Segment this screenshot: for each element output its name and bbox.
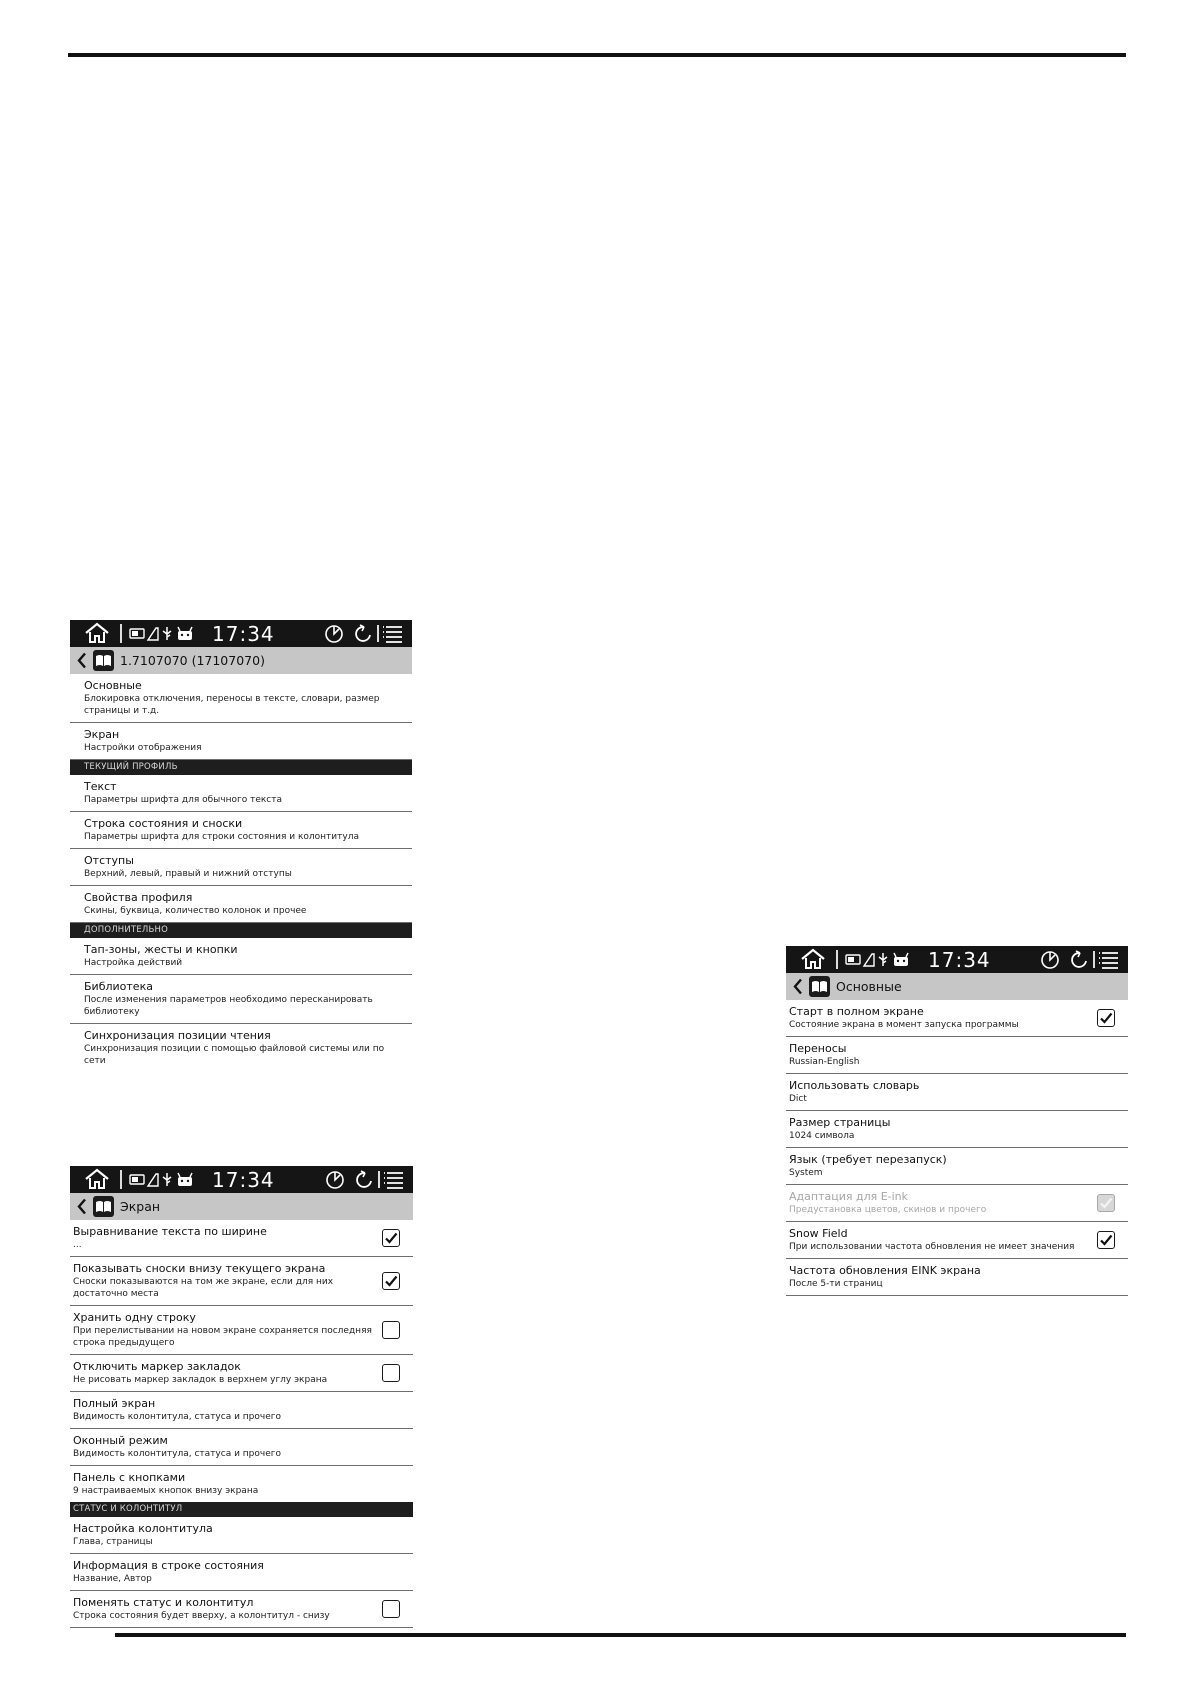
general-settings-screen (786, 946, 1128, 1291)
screen-settings-screen (70, 1166, 413, 1624)
status-separator (120, 624, 122, 643)
section-header-status: СТАТУС И КОЛОНТИТУЛ (70, 1502, 413, 1517)
settings-list (70, 1220, 413, 1628)
status-bar (70, 1166, 413, 1193)
notification-icons (845, 951, 913, 968)
screen-title: 1.7107070 (17107070) (120, 653, 265, 668)
back-icon[interactable] (77, 1198, 87, 1215)
checkbox-checked[interactable] (382, 1229, 400, 1247)
notification-icons (129, 1171, 197, 1188)
checkbox-checked[interactable] (1097, 1009, 1115, 1027)
section-header-extra: ДОПОЛНИТЕЛЬНО (70, 923, 412, 938)
back-icon[interactable] (793, 978, 803, 995)
setting-snow-field[interactable]: Snow Field При использовании частота обновления не имеет значения (786, 1222, 1128, 1259)
setting-eink-refresh[interactable]: Частота обновления EINK экрана После 5-ти страниц (786, 1259, 1128, 1296)
setting-library[interactable]: Библиотека После изменения параметров необходимо пересканировать библиотеку (70, 975, 412, 1024)
checkmark-icon (1099, 1011, 1113, 1025)
home-icon[interactable] (84, 622, 110, 644)
setting-button-panel[interactable]: Панель с кнопками 9 настраиваемых кнопок внизу экрана (73, 1471, 259, 1496)
status-bar (786, 946, 1128, 973)
book-app-icon (93, 650, 114, 671)
checkbox-checked[interactable] (1097, 1231, 1115, 1249)
checkmark-icon (1099, 1196, 1113, 1210)
setting-window-mode[interactable]: Оконный режим Видимость колонтитула, статуса и прочего (70, 1429, 413, 1466)
checkbox-checked[interactable] (382, 1272, 400, 1290)
home-icon[interactable] (84, 1168, 110, 1190)
setting-swap-status[interactable]: Поменять статус и колонтитул Строка состояния будет вверху, а колонтитул - снизу (70, 1591, 413, 1628)
setting-fullscreen[interactable]: Полный экран Видимость колонтитула, статуса и прочего (70, 1392, 413, 1429)
setting-sync[interactable]: Синхронизация позиции чтения Синхронизация позиции с помощью файловой системы или по сети (84, 1029, 385, 1066)
setting-keep-line[interactable]: Хранить одну строку При перелистывании на новом экране сохраняется последняя строка предыдущего (70, 1306, 413, 1355)
setting-footnotes[interactable]: Показывать сноски внизу текущего экрана Сноски показываются на том же экране, если для них достаточно места (70, 1257, 413, 1306)
home-icon[interactable] (800, 948, 826, 970)
status-separator (836, 950, 838, 969)
clock: 17:34 (212, 622, 275, 646)
setting-screen[interactable]: Экран Настройки отображения (70, 723, 412, 760)
checkmark-icon (384, 1231, 398, 1245)
setting-eink-adaptation: Адаптация для E-ink Предустановка цветов, скинов и прочего (786, 1185, 1128, 1222)
page-top-rule (68, 53, 1126, 57)
checkmark-icon (1099, 1233, 1113, 1247)
setting-dictionary[interactable]: Использовать словарь Dict (786, 1074, 1128, 1111)
notification-icons (129, 625, 197, 642)
setting-text[interactable]: Текст Параметры шрифта для обычного текста (70, 775, 412, 812)
setting-bookmark-marker[interactable]: Отключить маркер закладок Не рисовать маркер закладок в верхнем углу экрана (70, 1355, 413, 1392)
page-bottom-rule (115, 1633, 1126, 1637)
book-app-icon (809, 976, 830, 997)
status-actions (1040, 949, 1120, 970)
setting-start-fullscreen[interactable]: Старт в полном экране Состояние экрана в момент запуска программы (786, 1000, 1128, 1037)
status-separator (120, 1170, 122, 1189)
main-settings-screen (70, 620, 412, 1068)
setting-hyphenation[interactable]: Переносы Russian-English (786, 1037, 1128, 1074)
status-bar (70, 620, 412, 647)
setting-tapzones[interactable]: Тап-зоны, жесты и кнопки Настройка действий (70, 938, 412, 975)
title-bar (70, 1193, 413, 1220)
checkmark-icon (384, 1274, 398, 1288)
checkbox-unchecked[interactable] (382, 1321, 400, 1339)
settings-list (70, 674, 412, 1072)
setting-language[interactable]: Язык (требует перезапуск) System (786, 1148, 1128, 1185)
clock: 17:34 (928, 948, 991, 972)
title-bar (70, 647, 412, 674)
setting-statusline[interactable]: Строка состояния и сноски Параметры шрифта для строки состояния и колонтитула (70, 812, 412, 849)
setting-margins[interactable]: Отступы Верхний, левый, правый и нижний отступы (70, 849, 412, 886)
book-app-icon (93, 1196, 114, 1217)
back-icon[interactable] (77, 652, 87, 669)
status-actions (324, 623, 404, 644)
setting-status-info[interactable]: Информация в строке состояния Название, Автор (70, 1554, 413, 1591)
checkbox-unchecked[interactable] (382, 1600, 400, 1618)
setting-page-size[interactable]: Размер страницы 1024 символа (786, 1111, 1128, 1148)
checkbox-unchecked[interactable] (382, 1364, 400, 1382)
screen-title: Основные (836, 979, 902, 994)
setting-profile-properties[interactable]: Свойства профиля Скины, буквица, количество колонок и прочее (70, 886, 412, 923)
checkbox-disabled-checked (1097, 1194, 1115, 1212)
setting-header[interactable]: Настройка колонтитула Глава, страницы (70, 1517, 413, 1554)
status-actions (325, 1169, 405, 1190)
title-bar (786, 973, 1128, 1000)
settings-list (786, 1000, 1128, 1296)
clock: 17:34 (212, 1168, 275, 1192)
screen-title: Экран (120, 1199, 161, 1214)
setting-justify[interactable]: Выравнивание текста по ширине ... (70, 1220, 413, 1257)
section-header-profile: ТЕКУЩИЙ ПРОФИЛЬ (70, 760, 412, 775)
setting-general[interactable]: Основные Блокировка отключения, переносы в тексте, словари, размер страницы и т.д. (70, 674, 412, 723)
